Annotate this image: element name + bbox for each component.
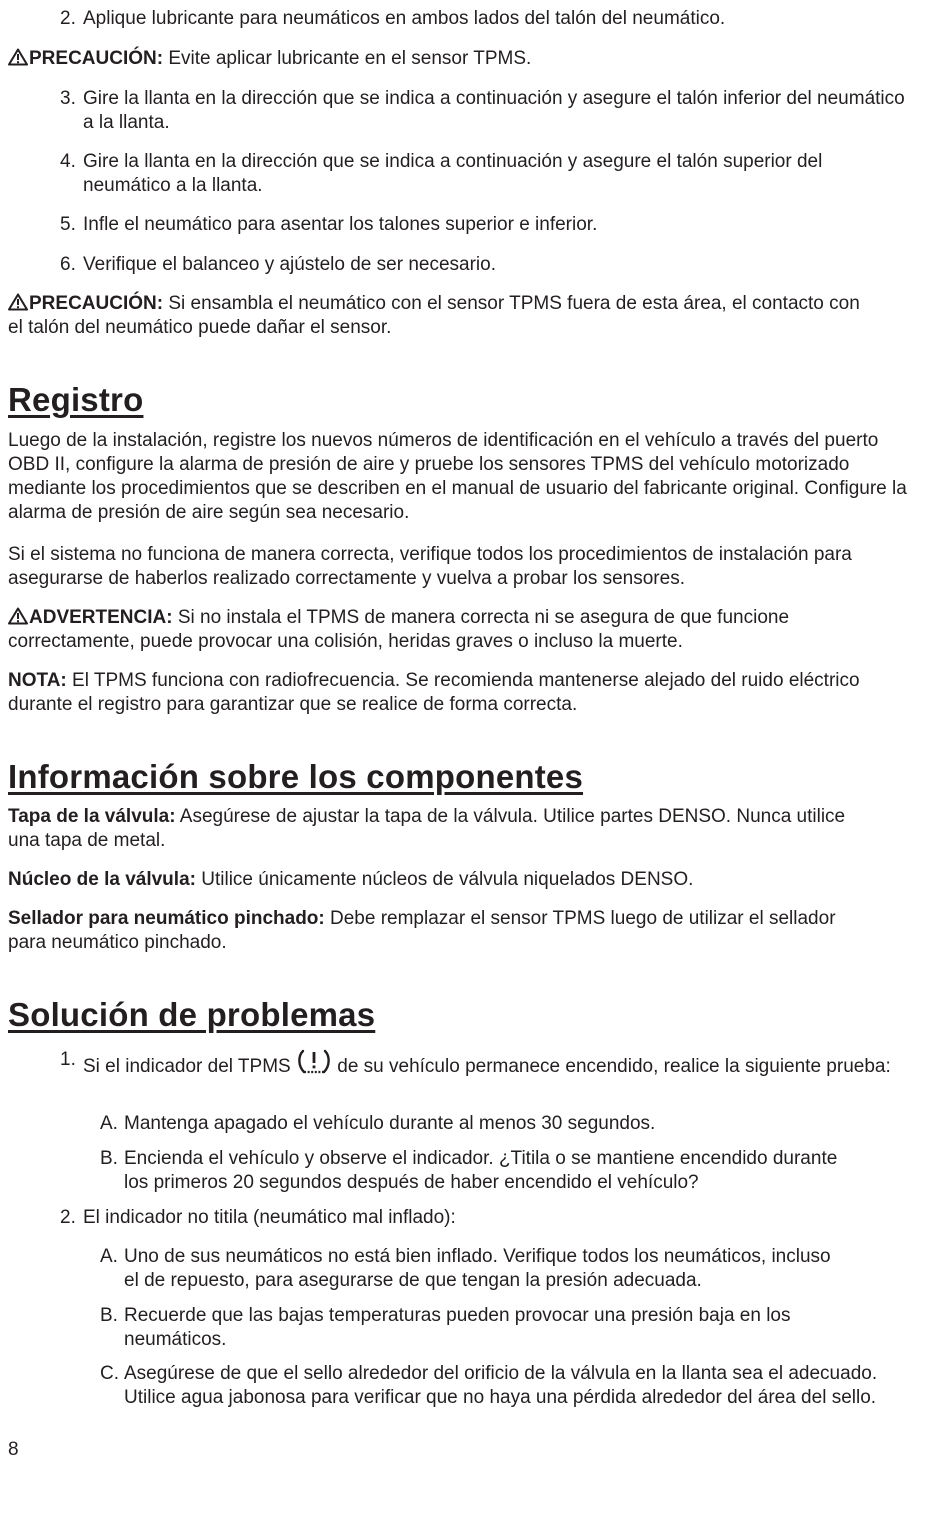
caution-note	[8, 292, 868, 340]
section-heading-problemas: Solución de problemas	[8, 996, 376, 1033]
sub-list-item	[100, 1362, 890, 1410]
component-label: Sellador para neumático pinchado:	[8, 908, 325, 929]
step-text	[83, 1048, 910, 1079]
sub-list-item	[100, 1304, 870, 1352]
component-label: Tapa de la válvula:	[8, 806, 176, 827]
warning-text: Si no instala el TPMS de manera correcta ni se asegura de que funcione correctamente, puede provocar una colisión, heridas graves o incluso la muerte.	[8, 607, 790, 652]
list-item	[60, 213, 910, 237]
step-number: 3.	[60, 88, 76, 109]
caution-text: Si ensambla el neumático con el sensor TPMS fuera de esta área, el contacto con el talón del neumático puede dañar el sensor.	[8, 293, 860, 338]
step-text: El indicador no titila (neumático mal inflado):	[83, 1207, 456, 1228]
component-item	[8, 868, 908, 892]
note-text: El TPMS funciona con radiofrecuencia. Se recomienda mantenerse alejado del ruido eléctrico durante el registro para garantizar que se realice de forma correcta.	[8, 670, 860, 715]
list-item	[60, 7, 910, 31]
section-heading-registro: Registro	[8, 381, 144, 418]
list-item	[60, 87, 910, 135]
warning-note	[8, 606, 908, 654]
caution-note	[8, 47, 908, 71]
sub-step-text: Encienda el vehículo y observe el indicador. ¿Titila o se mantiene encendido durante los primeros 20 segundos después de haber encendido el vehículo?	[124, 1148, 838, 1193]
list-item	[60, 1206, 910, 1230]
note	[8, 669, 908, 717]
warning-triangle-icon	[8, 48, 28, 66]
sub-step-letter: A.	[100, 1113, 118, 1134]
component-text: Debe remplazar el sensor TPMS luego de utilizar el sellador para neumático pinchado.	[8, 908, 836, 953]
step-text: Gire la llanta en la dirección que se indica a continuación y asegure el talón superior del neumático a la llanta.	[83, 151, 823, 196]
caution-text: Evite aplicar lubricante en el sensor TPMS.	[163, 48, 532, 69]
list-item	[60, 1048, 910, 1079]
sub-list-item	[100, 1147, 840, 1195]
step-text: Aplique lubricante para neumáticos en ambos lados del talón del neumático.	[83, 8, 726, 29]
component-text: Utilice únicamente núcleos de válvula niquelados DENSO.	[195, 869, 694, 890]
sub-step-text: Uno de sus neumáticos no está bien inflado. Verifique todos los neumáticos, incluso el de repuesto, para asegurarse de que tengan la presión adecuada.	[124, 1246, 831, 1291]
warning-triangle-icon	[8, 607, 28, 625]
paragraph: Luego de la instalación, registre los nuevos números de identificación en el vehículo a través del puerto OBD II, configure la alarma de presión de aire y pruebe los sensores TPMS del vehículo motorizado mediante los procedimientos que se describen en el manual de usuario del fabricante original. Configure la alarma de presión de aire según sea necesario.	[8, 430, 907, 523]
caution-label: PRECAUCIÓN:	[29, 48, 164, 69]
list-item	[60, 253, 910, 277]
sub-step-letter: B.	[100, 1148, 118, 1169]
step-number: 2.	[60, 8, 76, 29]
note-label: NOTA:	[8, 670, 67, 691]
sub-list-item	[100, 1245, 840, 1293]
step-number: 2.	[60, 1207, 76, 1228]
tpms-warning-icon	[296, 1048, 332, 1076]
list-item	[60, 150, 910, 198]
sub-step-letter: B.	[100, 1305, 118, 1326]
component-item	[8, 907, 848, 955]
component-item	[8, 805, 878, 853]
step-text: Infle el neumático para asentar los talones superior e inferior.	[83, 214, 598, 235]
page-number: 8	[8, 1439, 19, 1460]
step-text: Verifique el balanceo y ajústelo de ser necesario.	[83, 254, 496, 275]
step-text-before: Si el indicador del TPMS	[83, 1056, 296, 1077]
sub-step-text: Asegúrese de que el sello alrededor del orificio de la válvula en la llanta sea el adecuado. Utilice agua jabonosa para verificar que no haya una pérdida alrededor del área del sello.	[124, 1363, 878, 1408]
warning-label: ADVERTENCIA:	[29, 607, 173, 628]
component-label: Núcleo de la válvula:	[8, 869, 196, 890]
sub-step-letter: A.	[100, 1246, 118, 1267]
sub-step-text: Recuerde que las bajas temperaturas pueden provocar una presión baja en los neumáticos.	[124, 1305, 791, 1350]
component-text: Asegúrese de ajustar la tapa de la válvula. Utilice partes DENSO. Nunca utilice una tapa de metal.	[8, 806, 846, 851]
caution-label: PRECAUCIÓN:	[29, 293, 164, 314]
step-number: 4.	[60, 151, 76, 172]
sub-step-letter: C.	[100, 1363, 119, 1384]
sub-step-text: Mantenga apagado el vehículo durante al menos 30 segundos.	[124, 1113, 656, 1134]
paragraph: Si el sistema no funciona de manera correcta, verifique todos los procedimientos de instalación para asegurarse de haberlos realizado correctamente y vuelva a probar los sensores.	[8, 544, 852, 589]
step-number: 6.	[60, 254, 76, 275]
step-text-after: de su vehículo permanece encendido, realice la siguiente prueba:	[331, 1056, 891, 1077]
section-heading-componentes: Información sobre los componentes	[8, 758, 584, 795]
warning-triangle-icon	[8, 293, 28, 311]
sub-list-item	[100, 1112, 900, 1136]
step-text: Gire la llanta en la dirección que se indica a continuación y asegure el talón inferior del neumático a la llanta.	[83, 88, 905, 133]
step-number: 1.	[60, 1049, 76, 1070]
step-number: 5.	[60, 214, 76, 235]
